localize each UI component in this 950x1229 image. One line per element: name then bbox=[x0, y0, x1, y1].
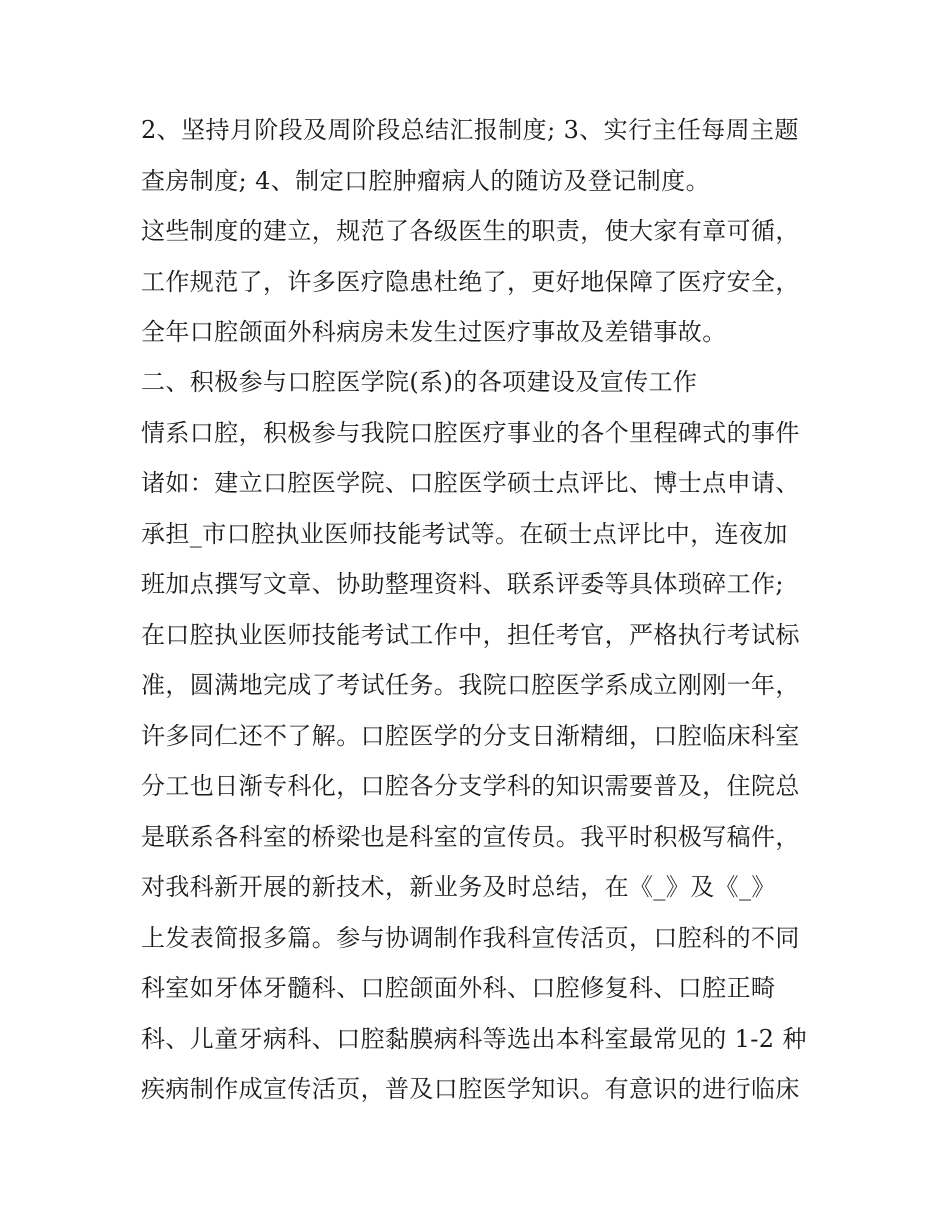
text-line: 承担_市口腔执业医师技能考试等。在硕士点评比中，连夜加 bbox=[141, 520, 788, 548]
text-line: 许多同仁还不了解。口腔医学的分支日渐精细，口腔临床科室 bbox=[141, 722, 800, 750]
text-line: 科室如牙体牙髓科、口腔颌面外科、口腔修复科、口腔正畸 bbox=[141, 974, 776, 1002]
text-line: 这些制度的建立，规范了各级医生的职责，使大家有章可循， bbox=[141, 217, 800, 245]
text-line: 查房制度; 4、制定口腔肿瘤病人的随访及登记制度。 bbox=[141, 167, 710, 195]
text-line: 情系口腔，积极参与我院口腔医疗事业的各个里程碑式的事件 bbox=[141, 419, 800, 447]
text-line: 上发表简报多篇。参与协调制作我科宣传活页，口腔科的不同 bbox=[141, 924, 800, 952]
text-line: 2、坚持月阶段及周阶段总结汇报制度; 3、实行主任每周主题 bbox=[141, 116, 799, 144]
text-line: 分工也日渐专科化，口腔各分支学科的知识需要普及，住院总 bbox=[141, 772, 800, 800]
text-line: 班加点撰写文章、协助整理资料、联系评委等具体琐碎工作; bbox=[141, 570, 784, 598]
text-line: 诸如：建立口腔医学院、口腔医学硕士点评比、博士点申请、 bbox=[141, 469, 800, 497]
text-line: 全年口腔颌面外科病房未发生过医疗事故及差错事故。 bbox=[141, 318, 727, 346]
section-heading: 二、积极参与口腔医学院(系)的各项建设及宣传工作 bbox=[141, 368, 698, 396]
text-line: 准，圆满地完成了考试任务。我院口腔医学系成立刚刚一年， bbox=[141, 671, 800, 699]
text-line: 对我科新开展的新技术，新业务及时总结，在《_》及《_》 bbox=[141, 873, 776, 901]
text-line: 工作规范了，许多医疗隐患杜绝了，更好地保障了医疗安全， bbox=[141, 268, 800, 296]
text-line: 在口腔执业医师技能考试工作中，担任考官，严格执行考试标 bbox=[141, 621, 800, 649]
text-line: 疾病制作成宣传活页，普及口腔医学知识。有意识的进行临床 bbox=[141, 1075, 800, 1103]
text-line: 科、儿童牙病科、口腔黏膜病科等选出本科室最常见的 1-2 种 bbox=[141, 1025, 807, 1053]
text-line: 是联系各科室的桥梁也是科室的宣传员。我平时积极写稿件， bbox=[141, 823, 800, 851]
